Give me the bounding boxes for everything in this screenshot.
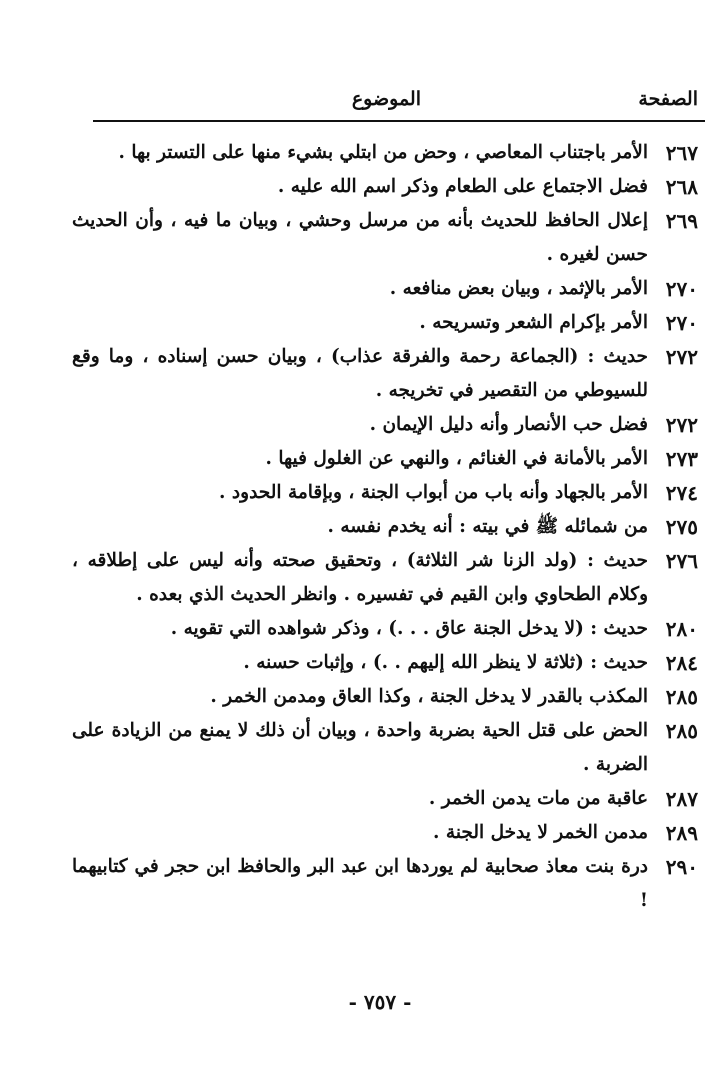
index-entry: [70, 306, 708, 340]
entry-page-number: ٢٧٣: [665, 447, 698, 471]
entry-topic: حديث : (الجماعة رحمة والفرقة عذاب) ، وبيان حسن إسناده ، وما وقع للسيوطي من التقصير في تخريجه .: [72, 346, 648, 401]
entry-page-number: ٢٦٨: [665, 175, 698, 199]
index-entries: [70, 136, 708, 918]
entry-topic: الأمر بإكرام الشعر وتسريحه .: [419, 312, 648, 333]
entry-topic: فضل الاجتماع على الطعام وذكر اسم الله عليه .: [277, 176, 648, 197]
index-entry: [70, 272, 708, 306]
entry-topic: حديث : (ثلاثة لا ينظر الله إليهم . .) ، وإثبات حسنه .: [243, 652, 648, 673]
entry-page-number: ٢٨٧: [665, 787, 698, 811]
entry-page-number: ٢٧٠: [665, 277, 698, 301]
index-entry: [70, 476, 708, 510]
entry-page-number: ٢٧٠: [665, 311, 698, 335]
entry-page-number: ٢٨٩: [665, 821, 698, 845]
entry-page-number: ٢٨٥: [665, 685, 698, 709]
index-header: [92, 88, 708, 118]
entry-topic: فضل حب الأنصار وأنه دليل الإيمان .: [369, 414, 648, 435]
index-entry: [70, 170, 708, 204]
entry-page-number: ٢٨٤: [665, 651, 698, 675]
entry-page-number: ٢٧٤: [665, 481, 698, 505]
entry-topic: المكذب بالقدر لا يدخل الجنة ، وكذا العاق ومدمن الخمر .: [210, 686, 648, 707]
index-entry: [70, 850, 708, 918]
index-entry: [70, 544, 708, 612]
entry-topic: الأمر بالإثمد ، وبيان بعض منافعه .: [389, 278, 648, 299]
entry-topic: الحض على قتل الحية بضربة واحدة ، وبيان أن ذلك لا يمنع من الزيادة على الضربة .: [72, 720, 648, 775]
index-entry: [70, 782, 708, 816]
entry-topic: عاقبة من مات يدمن الخمر .: [428, 788, 648, 809]
entry-topic: الأمر بالأمانة في الغنائم ، والنهي عن الغلول فيها .: [265, 448, 648, 469]
entry-page-number: ٢٧٥: [665, 515, 698, 539]
index-entry: [70, 680, 708, 714]
entry-topic: مدمن الخمر لا يدخل الجنة .: [433, 822, 648, 843]
entry-page-number: ٢٨٠: [665, 617, 698, 641]
page-column-label: الصفحة: [638, 88, 698, 110]
header-rule: [93, 120, 705, 122]
index-entry: [70, 442, 708, 476]
entry-topic: حديث : (لا يدخل الجنة عاق . . .) ، وذكر شواهده التي تقويه .: [170, 618, 648, 639]
entry-page-number: ٢٦٧: [665, 141, 698, 165]
entry-topic: حديث : (ولد الزنا شر الثلاثة) ، وتحقيق صحته وأنه ليس على إطلاقه ، وكلام الطحاوي وابن القيم في تفسيره . وانظر الحديث الذي بعده .: [72, 550, 648, 605]
entry-page-number: ٢٧٢: [665, 345, 698, 369]
entry-topic: الأمر باجتناب المعاصي ، وحض من ابتلي بشيء منها على التستر بها .: [118, 142, 648, 163]
entry-page-number: ٢٨٥: [665, 719, 698, 743]
entry-page-number: ٢٩٠: [665, 855, 698, 879]
entry-page-number: ٢٦٩: [665, 209, 698, 233]
entry-topic: درة بنت معاذ صحابية لم يوردها ابن عبد البر والحافظ ابن حجر في كتابيهما !: [72, 856, 648, 911]
entry-page-number: ٢٧٦: [665, 549, 698, 573]
index-entry: [70, 714, 708, 782]
index-entry: [70, 136, 708, 170]
entry-topic: من شمائله ﷺ في بيته : أنه يخدم نفسه .: [327, 516, 648, 537]
index-entry: [70, 204, 708, 272]
index-entry: [70, 340, 708, 408]
topic-column-label: الموضوع: [351, 88, 421, 110]
entry-topic: إعلال الحافظ للحديث بأنه من مرسل وحشي ، وبيان ما فيه ، وأن الحديث حسن لغيره .: [72, 210, 648, 265]
index-entry: [70, 646, 708, 680]
index-entry: [70, 612, 708, 646]
page-number: - ٧٥٧ -: [348, 990, 412, 1014]
index-entry: [70, 408, 708, 442]
entry-topic: الأمر بالجهاد وأنه باب من أبواب الجنة ، وبإقامة الحدود .: [219, 482, 648, 503]
entry-page-number: ٢٧٢: [665, 413, 698, 437]
index-entry: [70, 816, 708, 850]
index-entry: [70, 510, 708, 544]
